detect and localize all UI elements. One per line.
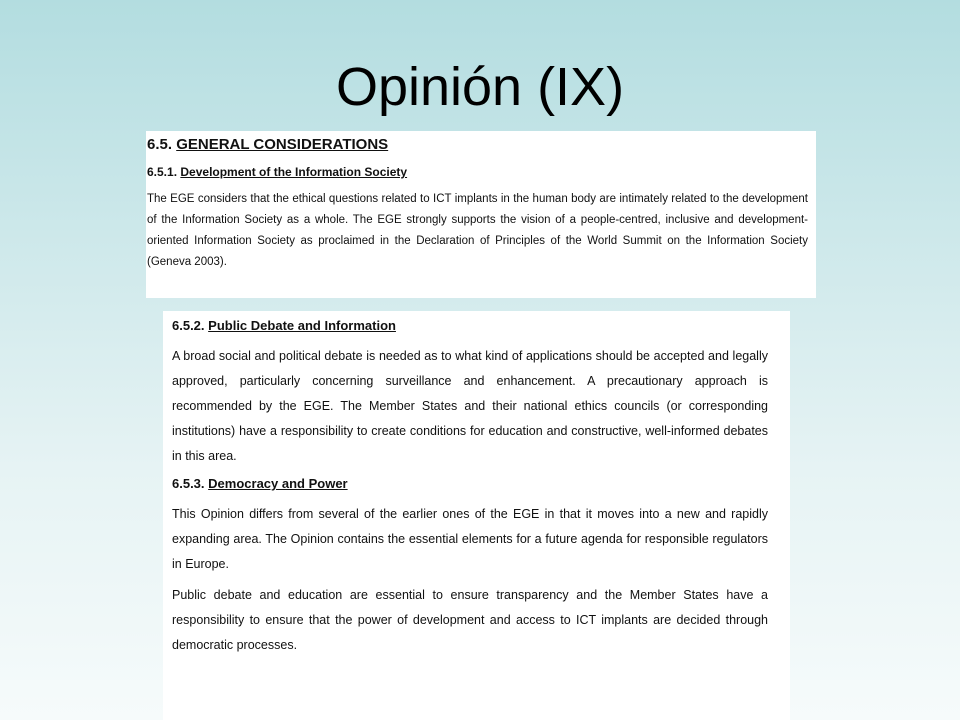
- subsection-title: Democracy and Power: [208, 476, 348, 491]
- document-excerpt-debate-democracy: [163, 311, 790, 720]
- subsection-title: Public Debate and Information: [208, 318, 396, 333]
- subsection-title: Development of the Information Society: [180, 165, 408, 179]
- subsection-heading: [172, 317, 768, 335]
- subsection-number: 6.5.2.: [172, 318, 205, 333]
- subsection-number: 6.5.1.: [147, 165, 178, 179]
- section-heading: [147, 135, 808, 155]
- section-title: GENERAL CONSIDERATIONS: [176, 136, 389, 153]
- slide-title: Opinión (IX): [335, 57, 625, 117]
- subsection-heading: [147, 164, 808, 180]
- section-number: 6.5.: [147, 136, 173, 153]
- subsection-heading: [172, 475, 768, 493]
- paragraph-democracy-1: This Opinion differs from several of the earlier ones of the EGE in that it moves into a new and rapidly expanding area. The Opinion contains the essential elements for a future agenda for responsible regulators in Europe.: [172, 507, 768, 571]
- paragraph-information-society: The EGE considers that the ethical questions related to ICT implants in the human body are intimately related to the development of the Information Society as a whole. The EGE strongly supports the vision of a people-centred, inclusive and development-oriented Information Society as proclaimed in the Declaration of Principles of the World Summit on the Information Society (Geneva 2003).: [147, 193, 808, 268]
- document-excerpt-general-considerations: [146, 131, 816, 298]
- subsection-number: 6.5.3.: [172, 476, 205, 491]
- paragraph-democracy-2: Public debate and education are essential to ensure transparency and the Member States have a responsibility to ensure that the power of development and access to ICT implants are decided through democratic processes.: [172, 588, 768, 652]
- paragraph-public-debate: A broad social and political debate is needed as to what kind of applications should be accepted and legally approved, particularly concerning surveillance and enhancement. A precautionary approach is recommended by the EGE. The Member States and their national ethics councils (or corresponding institutions) have a responsibility to create conditions for education and constructive, well-informed debates in this area.: [172, 349, 768, 463]
